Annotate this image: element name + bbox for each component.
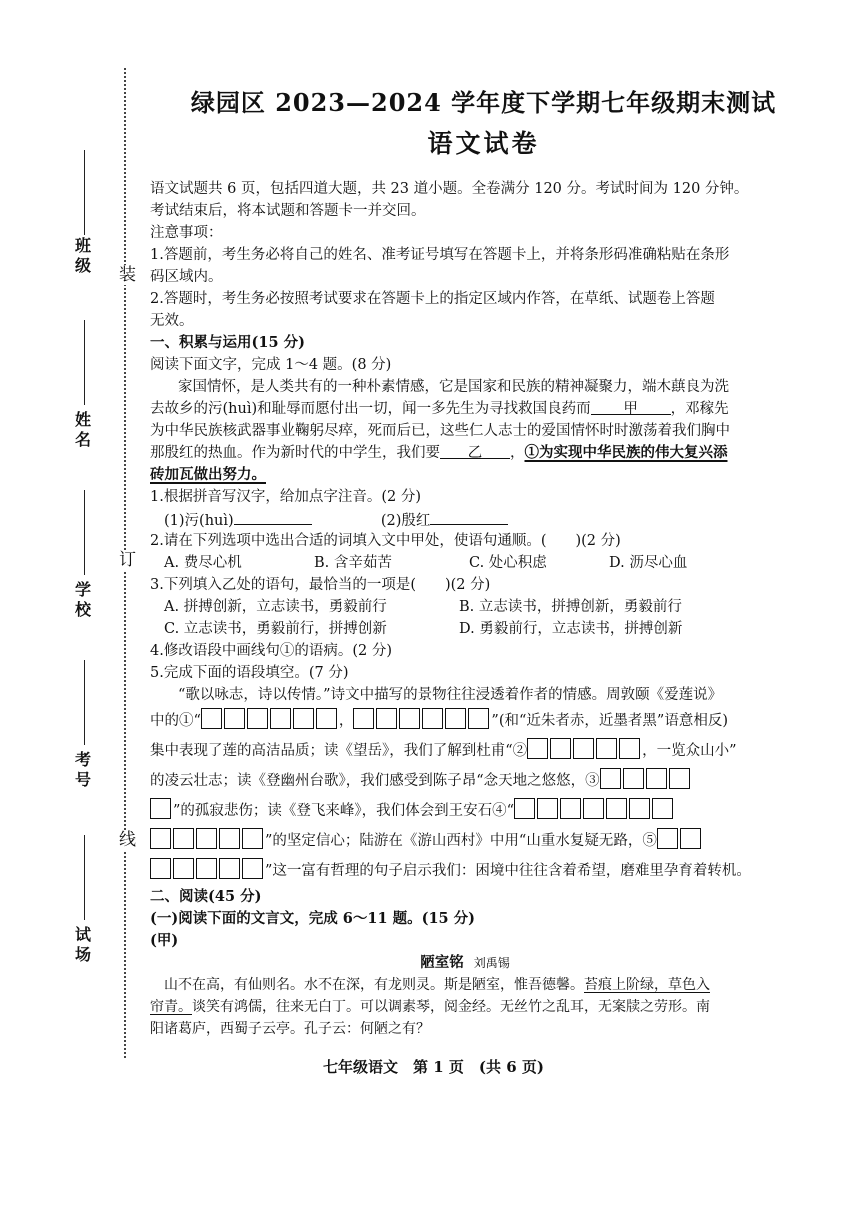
poem-underlined-text: 帘青。 (150, 999, 192, 1015)
notice-item: 1.答题前，考生务必将自己的姓名、准考证号填写在答题卡上，并将条形码准确粘贴在条形 (150, 247, 730, 263)
name-write-line[interactable] (84, 320, 85, 405)
exam-content (150, 178, 780, 1040)
answer-box[interactable] (514, 798, 535, 819)
answer-box[interactable] (270, 708, 291, 729)
q2-option-a[interactable]: A. 费尽心机 (164, 555, 242, 571)
answer-box[interactable] (150, 828, 171, 849)
q5-line (150, 766, 780, 796)
passage-line: 家国情怀，是人类共有的一种朴素情感，它是国家和民族的精神凝聚力，端木蕻良为洗 (178, 379, 729, 395)
passage-text: ，邓稼先 (670, 401, 729, 417)
poem-author: 刘禹锡 (473, 956, 510, 970)
question-1: 1.根据拼音写汉字，给加点字注音。(2 分) (150, 489, 421, 505)
answer-box[interactable] (224, 708, 245, 729)
blank-jia[interactable]: 甲 (591, 398, 671, 415)
q5-line (150, 826, 780, 856)
answer-box[interactable] (173, 828, 194, 849)
answer-box[interactable] (196, 858, 217, 879)
q5-line (150, 796, 780, 826)
q5-text: ”这一富有哲理的句子启示我们：困境中往往含着希望，磨难里孕育着转机。 (265, 863, 751, 879)
q2-option-d[interactable]: D. 沥尽心血 (609, 555, 688, 571)
q5-line (150, 856, 780, 886)
poem-title-line (150, 952, 780, 974)
answer-box[interactable] (560, 798, 581, 819)
q5-text: ，一览众山小” (642, 743, 737, 759)
answer-box[interactable] (399, 708, 420, 729)
intro-line: 语文试题共 6 页，包括四道大题，共 23 道小题。全卷满分 120 分。考试时间为 120 分钟。 (150, 181, 749, 197)
school-write-line[interactable] (84, 490, 85, 575)
answer-box[interactable] (619, 738, 640, 759)
answer-box[interactable] (680, 828, 701, 849)
answer-box[interactable] (583, 798, 604, 819)
q5-text: ”(和“近朱者赤，近墨者黑”语意相反) (491, 713, 728, 729)
answer-box[interactable] (219, 828, 240, 849)
answer-box[interactable] (242, 858, 263, 879)
answer-box[interactable] (657, 828, 678, 849)
q5-line (150, 706, 780, 736)
q3-option-c[interactable]: C. 立志读书，勇毅前行，拼搏创新 (164, 621, 387, 637)
answer-box[interactable] (445, 708, 466, 729)
question-5: 5.完成下面的语段填空。(7 分) (150, 665, 349, 681)
exam-number-write-line[interactable] (84, 660, 85, 745)
passage-line (150, 398, 780, 420)
poem-line (150, 974, 780, 996)
answer-box[interactable] (646, 768, 667, 789)
answer-box[interactable] (201, 708, 222, 729)
q1-part-2: (2)殷红 (380, 513, 431, 529)
answer-box[interactable] (629, 798, 650, 819)
answer-box[interactable] (247, 708, 268, 729)
q5-text: 的凌云壮志；读《登幽州台歌》，我们感受到陈子昂“念天地之悠悠，③ (150, 773, 600, 789)
answer-box[interactable] (468, 708, 489, 729)
blank-yi[interactable]: 乙 (440, 442, 510, 459)
poem-line (150, 996, 780, 1018)
exam-number-label: 考号 (74, 750, 91, 789)
binding-char-ding: 订 (119, 550, 136, 570)
name-label: 姓名 (74, 410, 91, 449)
text-jia-label: (甲) (150, 932, 179, 949)
q1-answer-2[interactable] (430, 508, 508, 525)
notice-heading: 注意事项： (150, 225, 223, 241)
q1-answer-1[interactable] (234, 508, 312, 525)
class-label: 班级 (74, 236, 91, 275)
q3-option-d[interactable]: D. 勇毅前行，立志读书，拼搏创新 (459, 621, 683, 637)
q5-text: ”的孤寂悲伤；读《登飞来峰》，我们体会到王安石④“ (173, 803, 515, 819)
passage-line (150, 464, 780, 486)
q3-option-a[interactable]: A. 拼搏创新，立志读书，勇毅前行 (164, 599, 387, 615)
binding-char-xian: 线 (119, 830, 136, 850)
underlined-sentence-1: ①为实现中华民族的伟大复兴添 (524, 444, 728, 461)
section-2-sub-1: (一)阅读下面的文言文，完成 6～11 题。(15 分) (150, 910, 476, 927)
answer-box[interactable] (422, 708, 443, 729)
poem-text: 山不在高，有仙则名。水不在深，有龙则灵。斯是陋室，惟吾德馨。 (164, 977, 584, 993)
binding-char-zhuang: 装 (119, 265, 136, 285)
answer-box[interactable] (219, 858, 240, 879)
q5-text: ， (338, 713, 354, 729)
q5-line: “歌以咏志，诗以传情。”诗文中描写的景物往往浸透着作者的情感。周敦颐《爱莲说》 (178, 687, 723, 703)
answer-box[interactable] (316, 708, 337, 729)
q2-option-b[interactable]: B. 含辛茹苦 (314, 555, 392, 571)
answer-box[interactable] (669, 768, 690, 789)
notice-item: 无效。 (150, 313, 194, 329)
notice-item: 码区域内。 (150, 269, 223, 285)
question-3-options (150, 596, 780, 618)
answer-box[interactable] (376, 708, 397, 729)
intro-line: 考试结束后，将本试题和答题卡一并交回。 (150, 203, 426, 219)
answer-box[interactable] (173, 858, 194, 879)
notice-item: 2.答题时，考生务必按照考试要求在答题卡上的指定区域内作答，在草纸、试题卷上答题 (150, 291, 715, 307)
class-write-line[interactable] (84, 150, 85, 235)
answer-box[interactable] (150, 858, 171, 879)
school-label: 学校 (74, 580, 91, 619)
answer-box[interactable] (293, 708, 314, 729)
question-2: 2.请在下列选项中选出合适的词填入文中甲处，使语句通顺。( )(2 分) (150, 533, 621, 549)
q5-text: ”的坚定信心；陆游在《游山西村》中用“山重水复疑无路，⑤ (265, 833, 657, 849)
answer-box[interactable] (537, 798, 558, 819)
exam-room-label: 试场 (74, 925, 91, 964)
answer-box[interactable] (242, 828, 263, 849)
section-1-heading: 一、积累与运用(15 分) (150, 334, 305, 351)
section-1-instruction: 阅读下面文字，完成 1～4 题。(8 分) (150, 357, 392, 373)
passage-text: 那殷红的热血。作为新时代的中学生，我们要 (150, 445, 440, 461)
answer-box[interactable] (600, 768, 621, 789)
q5-text: 集中表现了莲的高洁品质；读《望岳》，我们了解到杜甫“② (150, 743, 528, 759)
poem-line: 阳诸葛庐，西蜀子云亭。孔子云：何陋之有？ (150, 1021, 430, 1037)
answer-box[interactable] (150, 798, 171, 819)
q5-text: 中的①“ (150, 713, 201, 729)
q3-option-b[interactable]: B. 立志读书，拼搏创新，勇毅前行 (459, 599, 682, 615)
answer-box[interactable] (527, 738, 548, 759)
exam-room-write-line[interactable] (84, 835, 85, 920)
answer-box[interactable] (623, 768, 644, 789)
question-4: 4.修改语段中画线句①的语病。(2 分) (150, 643, 392, 659)
answer-box[interactable] (550, 738, 571, 759)
q5-line (150, 736, 780, 766)
question-2-options (150, 552, 780, 574)
answer-box[interactable] (606, 798, 627, 819)
page-footer: 七年级语文 第 1 页 (共 6 页) (323, 1058, 544, 1076)
exam-title: 绿园区 2023—2024 学年度下学期七年级期末测试 (190, 88, 777, 117)
answer-box[interactable] (196, 828, 217, 849)
q1-part-1: (1)污(huì) (164, 513, 234, 529)
poem-underlined-text: 苔痕上阶绿，草色入 (584, 977, 710, 993)
q2-option-c[interactable]: C. 处心积虑 (469, 555, 547, 571)
poem-text: 谈笑有鸿儒，往来无白丁。可以调素琴，阅金经。无丝竹之乱耳，无案牍之劳形。南 (192, 999, 710, 1015)
passage-line: 为中华民族核武器事业鞠躬尽瘁，死而后已，这些仁人志士的爱国情怀时时激荡着我们胸中 (150, 423, 730, 439)
section-2-heading: 二、阅读(45 分) (150, 888, 262, 905)
answer-box[interactable] (353, 708, 374, 729)
question-3: 3.下列填入乙处的语句，最恰当的一项是( )(2 分) (150, 577, 491, 593)
answer-box[interactable] (573, 738, 594, 759)
answer-box[interactable] (596, 738, 617, 759)
passage-text: ， (510, 445, 525, 461)
passage-line (150, 442, 780, 464)
poem-title: 陋室铭 (420, 954, 464, 971)
answer-box[interactable] (652, 798, 673, 819)
underlined-sentence-1-end: 砖加瓦做出努力。 (150, 466, 266, 483)
question-1-parts (150, 508, 780, 530)
passage-text: 去故乡的污(huì)和耻辱而愿付出一切，闻一多先生为寻找救国良药而 (150, 401, 591, 417)
question-3-options (150, 618, 780, 640)
exam-subtitle: 语文试卷 (427, 129, 540, 158)
